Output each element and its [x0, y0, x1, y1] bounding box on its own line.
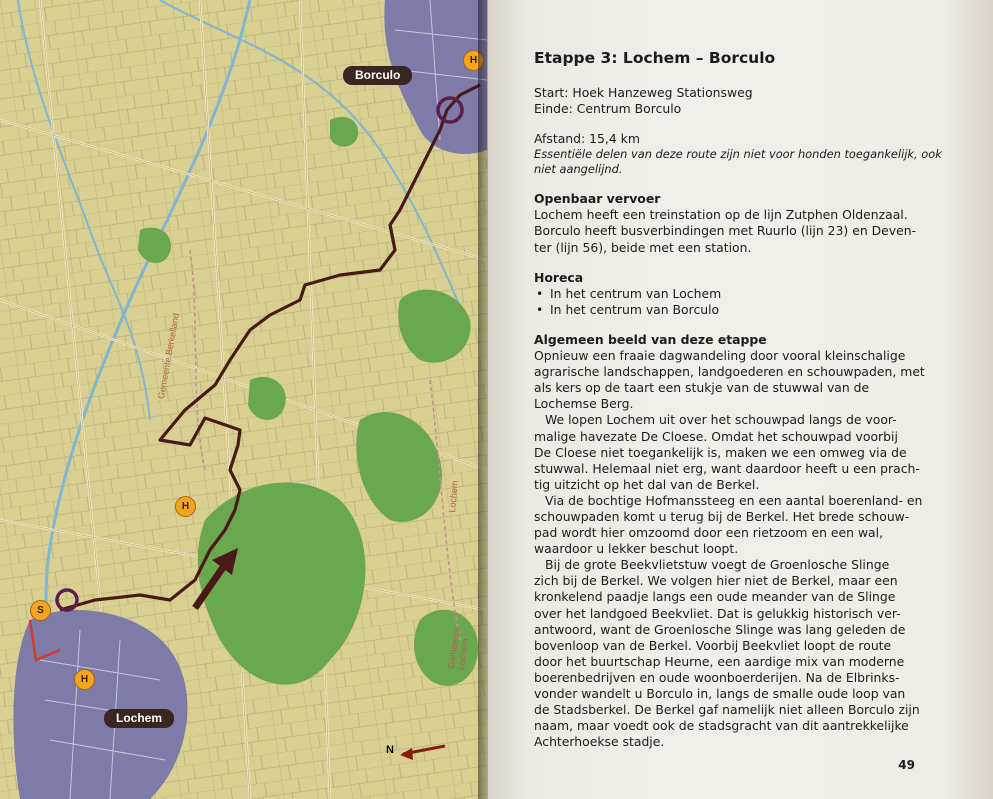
- body-line: als kers op de taart een stukje van de stuwwal van de: [534, 380, 870, 396]
- marker-horeca-icon: H: [175, 496, 196, 517]
- body-line: antwoord, want de Groenlosche Slinge was lang geleden de: [534, 621, 906, 637]
- body-line: door het buurtschap Heurne, een aardige mix van moderne: [534, 653, 905, 669]
- body-line: agrarische landschappen, landgoederen en schouwpaden, met: [534, 364, 925, 380]
- distance-line: Afstand: 15,4 km: [534, 131, 640, 147]
- page-column: [534, 48, 942, 750]
- section-heading-ov: Openbaar vervoer: [534, 191, 661, 207]
- body-line: Achterhoekse stadje.: [534, 734, 665, 750]
- body-line: de Stadsberkel. De Berkel gaf namelijk niet alleen Borculo zijn: [534, 702, 920, 718]
- label-gemeente-berkelland: Gemeente Berkelland: [156, 312, 181, 400]
- ov-line: Borculo heeft busverbindingen met Ruurlo (lijn 23) en Deven-: [534, 223, 917, 239]
- body-line: waardoor u lekker beschut loopt.: [534, 541, 739, 557]
- marker-horeca-icon: H: [463, 50, 484, 71]
- body-line: boerenbedrijven en oude woonboerderijen. Na de Elbrinks-: [534, 669, 900, 685]
- body-line: kronkelend paadje langs een oude meander van de Slinge: [534, 589, 896, 605]
- page-number: 49: [898, 758, 915, 772]
- book-page: [488, 0, 993, 799]
- end-line: Einde: Centrum Borculo: [534, 101, 682, 117]
- section-heading-beeld: Algemeen beeld van deze etappe: [534, 331, 767, 347]
- route-map: [0, 0, 487, 799]
- horeca-item: • In het centrum van Borculo: [534, 302, 920, 318]
- body-line: Via de bochtige Hofmanssteeg en een aantal boerenland- en: [545, 492, 923, 508]
- page-title: Etappe 3: Lochem – Borculo: [534, 49, 776, 67]
- body-line: zich bij de Berkel. We volgen hier niet de Berkel, maar een: [534, 573, 898, 589]
- body-line: De Cloese niet toegankelijk is, maken we een omweg via de: [534, 444, 907, 460]
- ov-line: ter (lijn 56), beide met een station.: [534, 239, 752, 255]
- label-lochem: Lochem: [104, 709, 174, 728]
- warning-line: niet aangelijnd.: [534, 162, 623, 177]
- body-line: pad wordt hier omzoomd door een rietzoom en een wal,: [534, 525, 884, 541]
- north-indicator: N: [386, 744, 394, 756]
- body-line: Opnieuw een fraaie dagwandeling door vooral kleinschalige: [534, 348, 906, 364]
- body-line: bovenloop van de Berkel. Voorbij Beekvliet loopt de route: [534, 637, 892, 653]
- marker-start-icon: S: [30, 600, 51, 621]
- marker-horeca-icon: H: [74, 669, 95, 690]
- ov-line: Lochem heeft een treinstation op de lijn Zutphen Oldenzaal.: [534, 207, 908, 223]
- body-line: vonder wandelt u Borculo in, langs de smalle oude loop van: [534, 686, 906, 701]
- body-line: Bij de grote Beekvlietstuw voegt de Groenlosche Slinge: [545, 557, 890, 573]
- body-line: over het landgoed Beekvliet. Dat is gelukkig historisch ver-: [534, 605, 901, 621]
- body-line: schouwpaden komt u terug bij de Berkel. Het brede schouw-: [534, 508, 910, 524]
- body-line: tig uitzicht op het dal van de Berkel.: [534, 476, 760, 492]
- horeca-item: • In het centrum van Lochem: [534, 286, 920, 302]
- warning-line: Essentiële delen van deze route zijn niet voor honden toegankelijk, ook: [534, 147, 942, 162]
- section-heading-horeca: Horeca: [534, 269, 584, 285]
- label-lochem-small: Lochem: [447, 480, 460, 513]
- body-line: naam, maar voedt ook de stadsgracht van dit aantrekkelijke: [534, 718, 909, 734]
- label-borculo: Borculo: [343, 66, 412, 85]
- body-line: stuwwal. Helemaal niet erg, want daardoor heeft u een prach-: [534, 460, 920, 476]
- body-line: malige havezate De Cloese. Omdat het schouwpad voorbij: [534, 428, 898, 444]
- body-line: Lochemse Berg.: [534, 396, 634, 412]
- body-line: We lopen Lochem uit over het schouwpad langs de voor-: [545, 412, 897, 428]
- label-gemeente-lochem: Gemeente Lochem: [446, 626, 471, 671]
- start-line: Start: Hoek Hanzeweg Stationsweg: [534, 85, 753, 100]
